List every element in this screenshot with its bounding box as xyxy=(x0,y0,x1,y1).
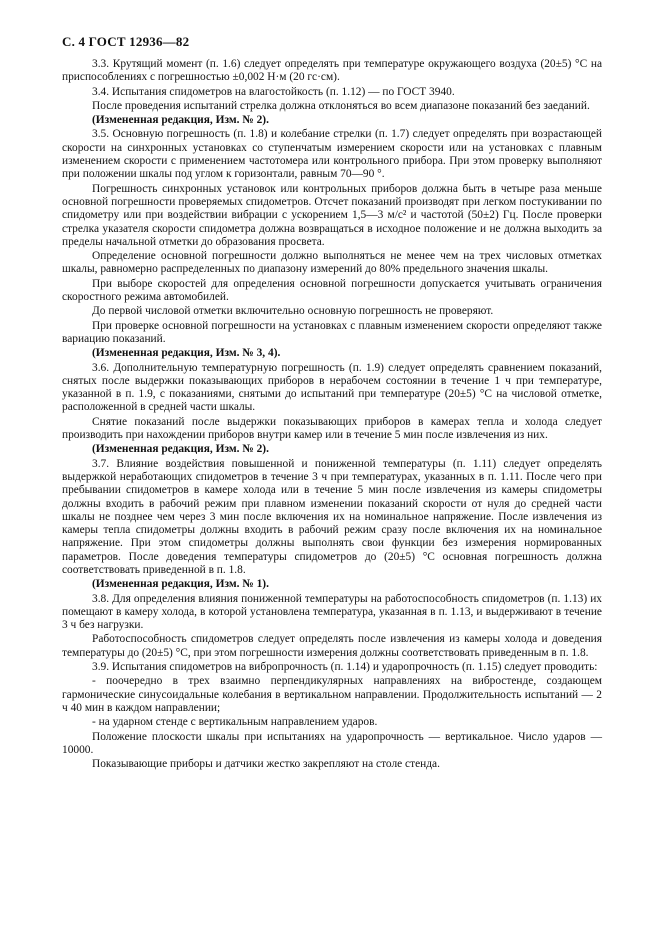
paragraph: При выборе скоростей для определения основной погрешности допускается учитывать ограничения скоростного режима автомобилей. xyxy=(62,277,602,304)
revision-note: (Измененная редакция, Изм. № 2). xyxy=(92,443,269,456)
paragraph: 3.3. Крутящий момент (п. 1.6) следует определять при температуре окружающего воздуха (20±5) °С на приспособлениях с погрешностью ±0,002 Н·м (20 гс·см). xyxy=(62,58,602,84)
paragraph: Работоспособность спидометров следует определять после извлечения из камеры холода и доведения температуры до (20±5) °С, при этом погрешности измерения должны соответствовать приведенным в п. 1.8. xyxy=(62,633,602,659)
revision-note: (Измененная редакция, Изм. № 1). xyxy=(92,578,269,591)
paragraph: Определение основной погрешности должно выполняться не менее чем на трех числовых отметках шкалы, равномерно распределенных по диапазону измерений до 80% предельного значения шкалы. xyxy=(62,250,602,276)
paragraph: Погрешность синхронных установок или контрольных приборов должна быть в четыре раза меньше основной погрешности проверяемых спидометров. Отсчет показаний производят при легком постукивании по спидометру или при воздействии вибрации с ускорением 1,5—3 м/с² и частотой (50±2) Гц. После проверки стрелка указателя скорости спидометра должна возвращаться в исходное положение и не должна выходить за пределы начальной отметки до образования просвета. xyxy=(62,182,602,248)
document-body xyxy=(62,58,602,772)
paragraph: Положение плоскости шкалы при испытаниях на ударопрочность — вертикальное. Число ударов — 10000. xyxy=(62,730,602,756)
paragraph: Показывающие приборы и датчики жестко закрепляют на столе стенда. xyxy=(92,758,440,771)
page-header: С. 4 ГОСТ 12936—82 xyxy=(62,34,190,49)
revision-note: (Измененная редакция, Изм. № 3, 4). xyxy=(92,347,281,360)
paragraph: 3.5. Основную погрешность (п. 1.8) и колебание стрелки (п. 1.7) следует определять при возрастающей скорости на синхронных установках со ступенчатым измерением скорости или на установках с плавным изменением скорости с применением частотомера или контрольного прибора. При этом проверку выполняют при положении шкалы под углом к горизонтали, равным 70—90 °. xyxy=(62,128,602,181)
list-item: - на ударном стенде с вертикальным направлением ударов. xyxy=(92,716,378,729)
revision-note: (Измененная редакция, Изм. № 2). xyxy=(92,114,269,127)
paragraph: После проведения испытаний стрелка должна отклоняться во всем диапазоне показаний без заеданий. xyxy=(92,99,590,112)
paragraph: До первой числовой отметки включительно основную погрешность не проверяют. xyxy=(92,305,494,318)
paragraph: 3.4. Испытания спидометров на влагостойкость (п. 1.12) — по ГОСТ 3940. xyxy=(92,85,455,98)
paragraph: 3.6. Дополнительную температурную погрешность (п. 1.9) следует определять сравнением показаний, снятых после выдержки показывающих приборов в нерабочем состоянии в течение 1 ч при температуре, указанной в п. 1.9, с показаниями, снятыми до испытаний при температуре (20±5) °С на числовой отметке, расположенной в средней части шкалы. xyxy=(62,361,602,414)
paragraph: При проверке основной погрешности на установках с плавным изменением скорости определяют также вариацию показаний. xyxy=(62,319,602,345)
paragraph: Снятие показаний после выдержки показывающих приборов в камерах тепла и холода следует производить при нахождении приборов внутри камер или в течение 5 мин после извлечения из них. xyxy=(62,415,602,442)
paragraph: 3.7. Влияние воздействия повышенной и пониженной температуры (п. 1.11) следует определять выдержкой неработающих спидометров в течение 3 ч при температурах, указанных в п. 1.11. После чего при пребывании спидометров в камере холода или в течение 5 мин после извлечения из камеры спидометры должны входить в рабочий режим при плавном изменении показаний скорости от нуля до средней части шкалы не позднее чем через 3 мин после включения их на номинальное напряжение. После извлечения из камеры тепла спидометры должны входить в рабочий режим сразу после включения их на номинальное напряжение. При этом спидометры должны выполнять свои функции без измерения нормированных параметров. После доведения температуры спидометров до (20±5) °С основная погрешность должна соответствовать приведенной в п. 1.8. xyxy=(62,457,602,576)
paragraph: 3.8. Для определения влияния пониженной температуры на работоспособность спидометров (п. 1.13) их помещают в камеру холода, в которой установлена температура, указанная в п. 1.13, и выдерживают в течение 3 ч без нагрузки. xyxy=(62,592,602,632)
list-item: - поочередно в трех взаимно перпендикулярных направлениях на вибростенде, создающем гармонические синусоидальные колебания в вертикальном направлении. Продолжительность испытаний — 2 ч 40 мин в каждом направлении; xyxy=(62,675,602,714)
paragraph: 3.9. Испытания спидометров на вибропрочность (п. 1.14) и ударопрочность (п. 1.15) следует проводить: xyxy=(92,661,598,674)
